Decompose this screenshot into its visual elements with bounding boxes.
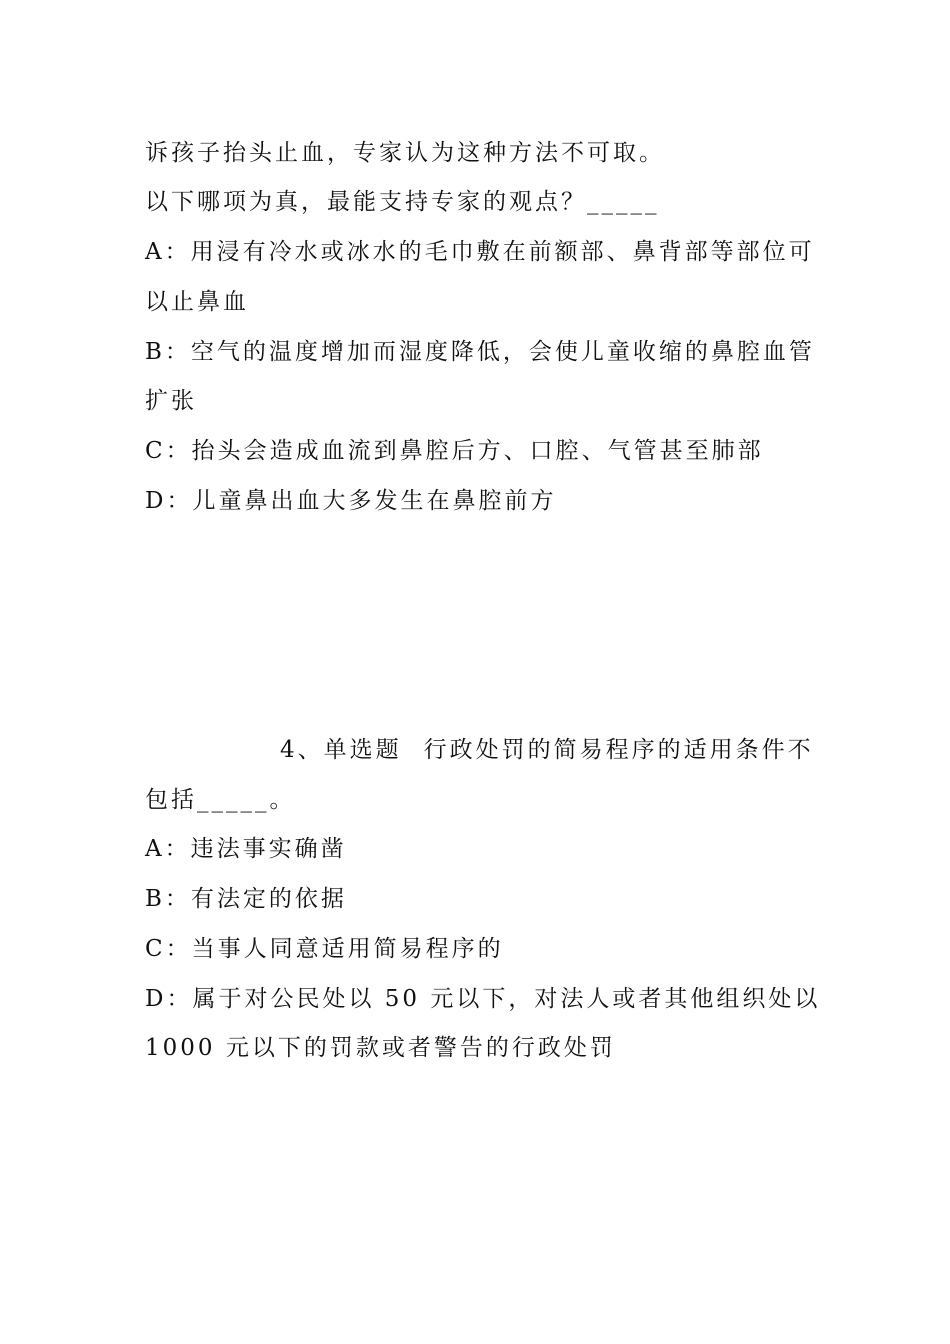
q3-prompt: 以下哪项为真，最能支持专家的观点？_____ (145, 189, 660, 215)
q4-option-c: C：当事人同意适用简易程序的 (145, 936, 504, 962)
q3-option-d: D：儿童鼻出血大多发生在鼻腔前方 (145, 488, 557, 514)
q4-option-b: B：有法定的依据 (145, 886, 347, 912)
q4-header (280, 735, 814, 765)
q3-option-a-line2: 以止鼻血 (145, 289, 249, 315)
q3-option-b-line1: B：空气的温度增加而湿度降低，会使儿童收缩的鼻腔血管 (145, 339, 815, 365)
q4-option-d-line1: D：属于对公民处以 50 元以下，对法人或者其他组织处以 (145, 986, 821, 1012)
q4-stem-line1: 行政处罚的简易程序的适用条件不 (423, 737, 814, 763)
q4-option-a: A：违法事实确凿 (145, 836, 347, 862)
q3-option-a-line1: A：用浸有冷水或冰水的毛巾敷在前额部、鼻背部等部位可 (145, 239, 815, 265)
q4-stem-line2: 包括_____。 (145, 787, 296, 813)
q3-option-b-line2: 扩张 (145, 388, 197, 414)
q3-option-c: C：抬头会造成血流到鼻腔后方、口腔、气管甚至肺部 (145, 438, 764, 464)
q4-option-d-line2: 1000 元以下的罚款或者警告的行政处罚 (145, 1035, 616, 1061)
q3-stem-tail: 诉孩子抬头止血，专家认为这种方法不可取。 (145, 140, 665, 166)
q4-number: 4、单选题 (280, 737, 402, 763)
